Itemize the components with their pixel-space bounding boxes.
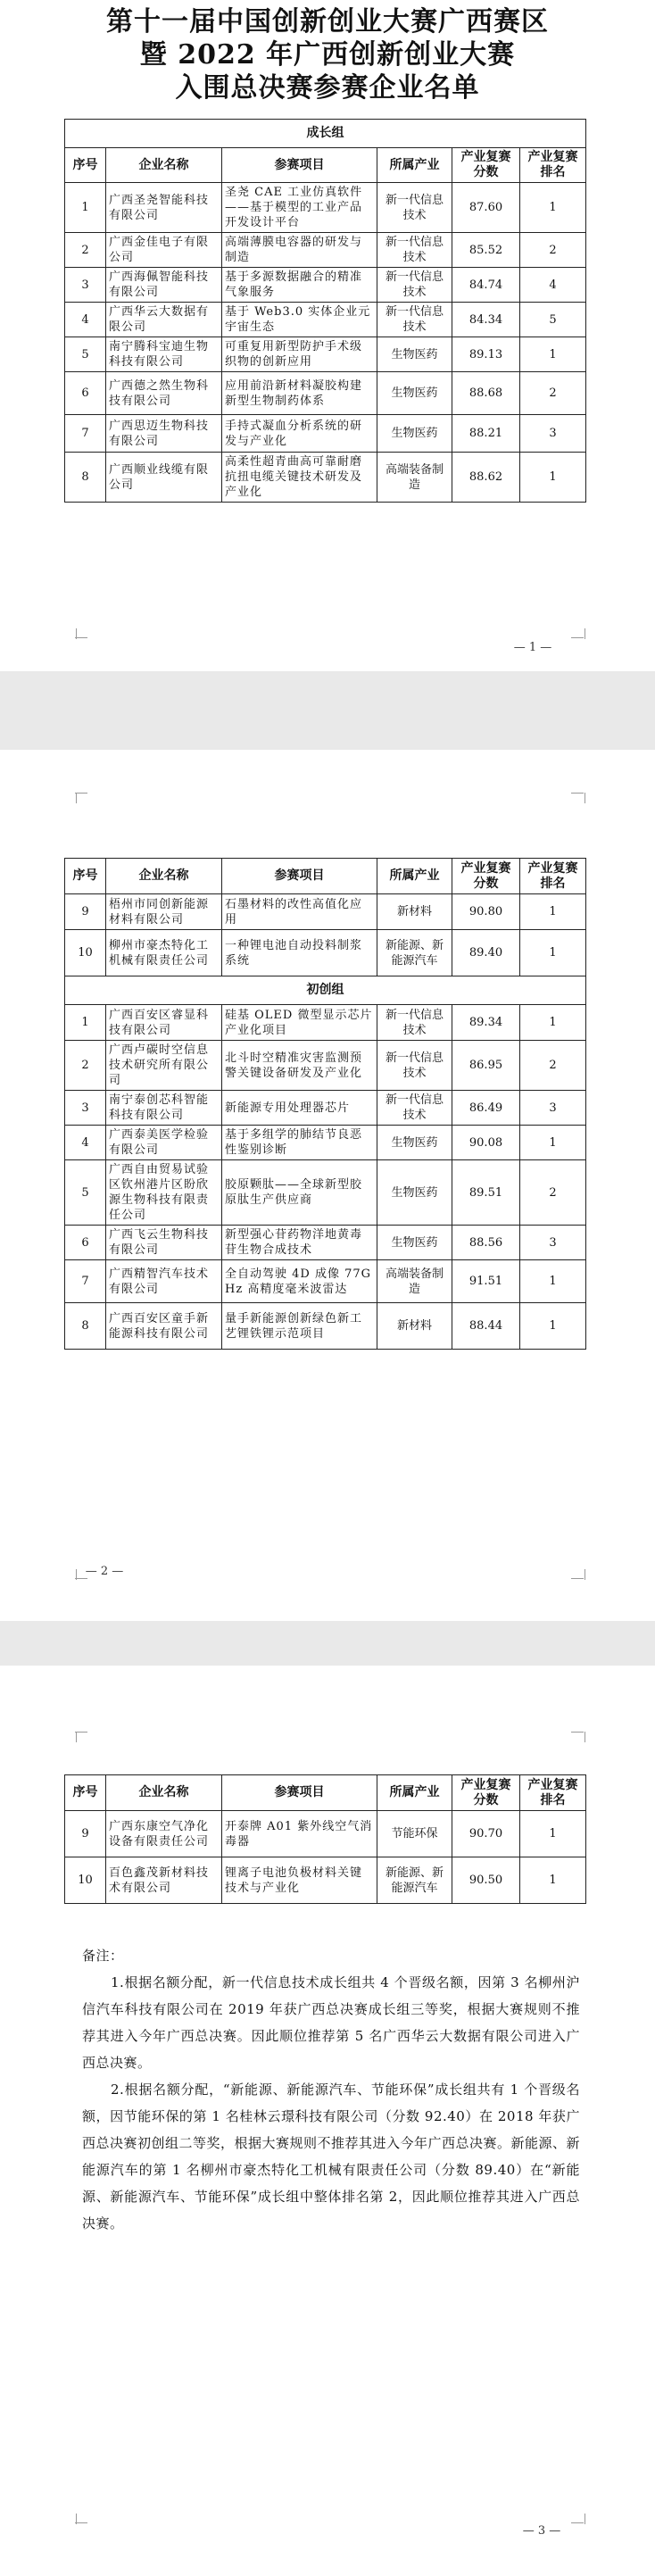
industry: 新一代信息技术 bbox=[377, 1005, 452, 1041]
corner-mark bbox=[75, 793, 87, 794]
notes-section bbox=[82, 1942, 580, 2237]
table-body-startup bbox=[65, 1005, 586, 1350]
score: 88.68 bbox=[452, 372, 520, 415]
company-name: 梧州市同创新能源材料有限公司 bbox=[106, 894, 222, 930]
project-name: 圣尧 CAE 工业仿真软件——基于模型的工业产品开发设计平台 bbox=[222, 183, 377, 233]
table-row bbox=[65, 303, 586, 337]
table-row bbox=[65, 1091, 586, 1126]
project-name: 高柔性超青曲高可靠耐磨抗扭电缆关键技术研发及产业化 bbox=[222, 453, 377, 503]
score: 91.51 bbox=[452, 1260, 520, 1303]
note-1: 1.根据名额分配，新一代信息技术成长组共 4 个晋级名额，因第 3 名柳州沪信汽车科技有限公司在 2019 年获广西总决赛成长组三等奖，根据大赛规则不推荐其进入今年广西总决赛。因此顺位推荐第 5 名广西华云大数据有限公司进入广西总决赛。 bbox=[82, 1974, 580, 2071]
column-header: 产业复赛分数 bbox=[452, 1775, 520, 1811]
rank: 3 bbox=[520, 1091, 586, 1126]
table-row bbox=[65, 930, 586, 976]
corner-mark bbox=[75, 2514, 77, 2524]
company-name: 广西思迈生物科技有限公司 bbox=[106, 415, 222, 453]
score: 88.44 bbox=[452, 1303, 520, 1350]
project-name: 可重复用新型防护手术级织物的创新应用 bbox=[222, 337, 377, 372]
project-name: 开泰牌 A01 紫外线空气消毒器 bbox=[222, 1811, 377, 1857]
industry: 生物医药 bbox=[377, 415, 452, 453]
table-row bbox=[65, 233, 586, 268]
corner-mark bbox=[584, 628, 585, 639]
table-row bbox=[65, 1005, 586, 1041]
column-header: 所属产业 bbox=[377, 859, 452, 894]
rank: 1 bbox=[520, 1857, 586, 1904]
score: 88.62 bbox=[452, 453, 520, 503]
company-name: 广西飞云生物科技有限公司 bbox=[106, 1226, 222, 1260]
column-header: 序号 bbox=[65, 148, 106, 183]
row-number: 8 bbox=[65, 1303, 106, 1350]
rank: 1 bbox=[520, 1260, 586, 1303]
industry: 生物医药 bbox=[377, 372, 452, 415]
table-row bbox=[65, 453, 586, 503]
score: 88.56 bbox=[452, 1226, 520, 1260]
corner-mark bbox=[75, 637, 87, 639]
score: 90.70 bbox=[452, 1811, 520, 1857]
industry: 高端装备制造 bbox=[377, 1260, 452, 1303]
table-row bbox=[65, 1811, 586, 1857]
group-header-growth: 成长组 bbox=[65, 120, 586, 148]
score: 89.40 bbox=[452, 930, 520, 976]
industry: 新能源、新能源汽车 bbox=[377, 930, 452, 976]
corner-mark bbox=[584, 2514, 585, 2524]
title-line-1: 第十一届中国创新创业大赛广西赛区 bbox=[106, 6, 549, 37]
table-row bbox=[65, 894, 586, 930]
score: 90.80 bbox=[452, 894, 520, 930]
notes-header: 备注： bbox=[82, 1948, 124, 1964]
score: 90.50 bbox=[452, 1857, 520, 1904]
column-header: 产业复赛排名 bbox=[520, 859, 586, 894]
page-1 bbox=[0, 0, 655, 671]
column-header: 参赛项目 bbox=[222, 859, 377, 894]
corner-mark bbox=[584, 1569, 585, 1580]
project-name: 全自动驾驶 4D 成像 77GHz 高精度毫米波雷达 bbox=[222, 1260, 377, 1303]
row-number: 6 bbox=[65, 372, 106, 415]
page-number: — 1 — bbox=[513, 641, 552, 654]
project-name: 一种锂电池自动投料制浆系统 bbox=[222, 930, 377, 976]
rank: 2 bbox=[520, 372, 586, 415]
corner-mark bbox=[75, 793, 77, 803]
score: 84.74 bbox=[452, 268, 520, 303]
corner-mark bbox=[571, 793, 584, 794]
table-row bbox=[65, 1160, 586, 1226]
rank: 1 bbox=[520, 894, 586, 930]
project-name: 高端薄膜电容器的研发与制造 bbox=[222, 233, 377, 268]
score: 89.34 bbox=[452, 1005, 520, 1041]
table-body bbox=[65, 1811, 586, 1904]
industry: 新一代信息技术 bbox=[377, 268, 452, 303]
rank: 2 bbox=[520, 1160, 586, 1226]
column-header: 序号 bbox=[65, 1775, 106, 1811]
corner-mark bbox=[75, 628, 77, 639]
column-header: 产业复赛分数 bbox=[452, 859, 520, 894]
industry: 新材料 bbox=[377, 894, 452, 930]
company-name: 广西华云大数据有限公司 bbox=[106, 303, 222, 337]
company-name: 广西德之然生物科技有限公司 bbox=[106, 372, 222, 415]
row-number: 10 bbox=[65, 930, 106, 976]
project-name: 锂离子电池负极材料关键技术与产业化 bbox=[222, 1857, 377, 1904]
industry: 节能环保 bbox=[377, 1811, 452, 1857]
score: 88.21 bbox=[452, 415, 520, 453]
row-number: 10 bbox=[65, 1857, 106, 1904]
score: 86.49 bbox=[452, 1091, 520, 1126]
project-name: 石墨材料的改性高值化应用 bbox=[222, 894, 377, 930]
table-row bbox=[65, 1226, 586, 1260]
company-name: 广西百安区童手新能源科技有限公司 bbox=[106, 1303, 222, 1350]
corner-mark bbox=[75, 2522, 87, 2524]
rank: 1 bbox=[520, 1126, 586, 1160]
column-header: 产业复赛分数 bbox=[452, 148, 520, 183]
company-name: 广西东康空气净化设备有限责任公司 bbox=[106, 1811, 222, 1857]
company-name: 南宁泰创芯科智能科技有限公司 bbox=[106, 1091, 222, 1126]
industry: 新一代信息技术 bbox=[377, 1091, 452, 1126]
table-row bbox=[65, 1041, 586, 1091]
company-name: 百色鑫茂新材料技术有限公司 bbox=[106, 1857, 222, 1904]
score: 90.08 bbox=[452, 1126, 520, 1160]
table-row bbox=[65, 1260, 586, 1303]
project-name: 基于 Web3.0 实体企业元宇宙生态 bbox=[222, 303, 377, 337]
table-row bbox=[65, 415, 586, 453]
title-line-2: 暨 2022 年广西创新创业大赛 bbox=[139, 39, 516, 71]
column-header: 所属产业 bbox=[377, 1775, 452, 1811]
column-header: 参赛项目 bbox=[222, 148, 377, 183]
industry: 新一代信息技术 bbox=[377, 303, 452, 337]
table-row bbox=[65, 372, 586, 415]
row-number: 7 bbox=[65, 1260, 106, 1303]
company-name: 广西海佩智能科技有限公司 bbox=[106, 268, 222, 303]
table-row bbox=[65, 337, 586, 372]
table-body bbox=[65, 183, 586, 503]
score: 85.52 bbox=[452, 233, 520, 268]
company-name: 广西金佳电子有限公司 bbox=[106, 233, 222, 268]
row-number: 2 bbox=[65, 233, 106, 268]
company-name: 广西顺业线缆有限公司 bbox=[106, 453, 222, 503]
project-name: 北斗时空精准灾害监测预警关键设备研发及产业化 bbox=[222, 1041, 377, 1091]
table-header-row bbox=[65, 1775, 586, 1811]
company-name: 柳州市豪杰特化工机械有限责任公司 bbox=[106, 930, 222, 976]
row-number: 4 bbox=[65, 1126, 106, 1160]
finalist-table-page-2 bbox=[64, 858, 586, 1350]
company-name: 广西圣尧智能科技有限公司 bbox=[106, 183, 222, 233]
company-name: 广西精智汽车技术有限公司 bbox=[106, 1260, 222, 1303]
row-number: 7 bbox=[65, 415, 106, 453]
rank: 1 bbox=[520, 1811, 586, 1857]
corner-mark bbox=[584, 1732, 585, 1742]
column-header: 参赛项目 bbox=[222, 1775, 377, 1811]
table-body-growth bbox=[65, 894, 586, 976]
project-name: 量手新能源创新绿色新工艺锂铁锂示范项目 bbox=[222, 1303, 377, 1350]
column-header: 序号 bbox=[65, 859, 106, 894]
finalist-table-page-1 bbox=[64, 119, 586, 503]
note-2: 2.根据名额分配，“新能源、新能源汽车、节能环保”成长组共有 1 个晋级名额，因节能环保的第 1 名桂林云璟科技有限公司（分数 92.40）在 2018 年获广西总决赛初创组二等奖，根据大赛规则不推荐其进入今年广西总决赛。新能源、新能源汽车的第 1 名柳州市豪杰特化工机械有限责任公司（分数 89.40）在“新能源、新能源汽车、节能环保”成长组中整体排名第 2，因此顺位推荐其进入广西总决赛。 bbox=[82, 2082, 581, 2231]
row-number: 1 bbox=[65, 1005, 106, 1041]
project-name: 手持式凝血分析系统的研发与产业化 bbox=[222, 415, 377, 453]
project-name: 基于多源数据融合的精准气象服务 bbox=[222, 268, 377, 303]
row-number: 4 bbox=[65, 303, 106, 337]
score: 86.95 bbox=[452, 1041, 520, 1091]
corner-mark bbox=[75, 1732, 77, 1742]
score: 87.60 bbox=[452, 183, 520, 233]
column-header: 产业复赛排名 bbox=[520, 1775, 586, 1811]
row-number: 9 bbox=[65, 894, 106, 930]
page-number: — 3 — bbox=[522, 2524, 561, 2538]
column-header: 企业名称 bbox=[106, 859, 222, 894]
group-header-startup: 初创组 bbox=[65, 976, 586, 1005]
row-number: 1 bbox=[65, 183, 106, 233]
industry: 新能源、新能源汽车 bbox=[377, 1857, 452, 1904]
column-header: 产业复赛排名 bbox=[520, 148, 586, 183]
rank: 5 bbox=[520, 303, 586, 337]
industry: 生物医药 bbox=[377, 337, 452, 372]
corner-mark bbox=[571, 1578, 584, 1580]
project-name: 新型强心苷药物洋地黄毒苷生物合成技术 bbox=[222, 1226, 377, 1260]
rank: 2 bbox=[520, 233, 586, 268]
table-header-row bbox=[65, 148, 586, 183]
company-name: 南宁腾科宝迪生物科技有限公司 bbox=[106, 337, 222, 372]
rank: 1 bbox=[520, 1005, 586, 1041]
corner-mark bbox=[584, 793, 585, 803]
corner-mark bbox=[571, 637, 584, 639]
project-name: 新能源专用处理器芯片 bbox=[222, 1091, 377, 1126]
column-header: 所属产业 bbox=[377, 148, 452, 183]
company-name: 广西自由贸易试验区钦州港片区盼欣源生物科技有限责任公司 bbox=[106, 1160, 222, 1226]
company-name: 广西卢碳时空信息技术研究所有限公司 bbox=[106, 1041, 222, 1091]
rank: 3 bbox=[520, 1226, 586, 1260]
project-name: 基于多组学的肺结节良恶性鉴别诊断 bbox=[222, 1126, 377, 1160]
row-number: 5 bbox=[65, 337, 106, 372]
corner-mark bbox=[571, 1732, 584, 1733]
score: 89.13 bbox=[452, 337, 520, 372]
row-number: 8 bbox=[65, 453, 106, 503]
row-number: 3 bbox=[65, 1091, 106, 1126]
row-number: 5 bbox=[65, 1160, 106, 1226]
company-name: 广西百安区睿显科技有限公司 bbox=[106, 1005, 222, 1041]
row-number: 6 bbox=[65, 1226, 106, 1260]
industry: 生物医药 bbox=[377, 1160, 452, 1226]
industry: 新一代信息技术 bbox=[377, 233, 452, 268]
project-name: 硅基 OLED 微型显示芯片产业化项目 bbox=[222, 1005, 377, 1041]
rank: 3 bbox=[520, 415, 586, 453]
rank: 1 bbox=[520, 337, 586, 372]
table-row bbox=[65, 1857, 586, 1904]
rank: 1 bbox=[520, 453, 586, 503]
page-number: — 2 — bbox=[85, 1565, 124, 1578]
page-3 bbox=[0, 1666, 655, 2576]
score: 84.34 bbox=[452, 303, 520, 337]
row-number: 9 bbox=[65, 1811, 106, 1857]
industry: 生物医药 bbox=[377, 1226, 452, 1260]
industry: 高端装备制造 bbox=[377, 453, 452, 503]
project-name: 胶原颗肽——全球新型胶原肽生产供应商 bbox=[222, 1160, 377, 1226]
rank: 2 bbox=[520, 1041, 586, 1091]
score: 89.51 bbox=[452, 1160, 520, 1226]
title-line-3: 入围总决赛参赛企业名单 bbox=[175, 72, 480, 104]
document-title bbox=[0, 0, 655, 104]
industry: 生物医药 bbox=[377, 1126, 452, 1160]
corner-mark bbox=[75, 1578, 87, 1580]
table-header-row bbox=[65, 859, 586, 894]
rank: 1 bbox=[520, 183, 586, 233]
row-number: 2 bbox=[65, 1041, 106, 1091]
project-name: 应用前沿新材料凝胶构建新型生物制药体系 bbox=[222, 372, 377, 415]
table-row bbox=[65, 1303, 586, 1350]
rank: 1 bbox=[520, 1303, 586, 1350]
page-2 bbox=[0, 750, 655, 1621]
company-name: 广西泰美医学检验有限公司 bbox=[106, 1126, 222, 1160]
rank: 1 bbox=[520, 930, 586, 976]
column-header: 企业名称 bbox=[106, 148, 222, 183]
corner-mark bbox=[75, 1732, 87, 1733]
finalist-table-page-3 bbox=[64, 1774, 586, 1904]
column-header: 企业名称 bbox=[106, 1775, 222, 1811]
table-row bbox=[65, 268, 586, 303]
industry: 新材料 bbox=[377, 1303, 452, 1350]
table-row bbox=[65, 183, 586, 233]
rank: 4 bbox=[520, 268, 586, 303]
table-row bbox=[65, 1126, 586, 1160]
industry: 新一代信息技术 bbox=[377, 1041, 452, 1091]
industry: 新一代信息技术 bbox=[377, 183, 452, 233]
row-number: 3 bbox=[65, 268, 106, 303]
